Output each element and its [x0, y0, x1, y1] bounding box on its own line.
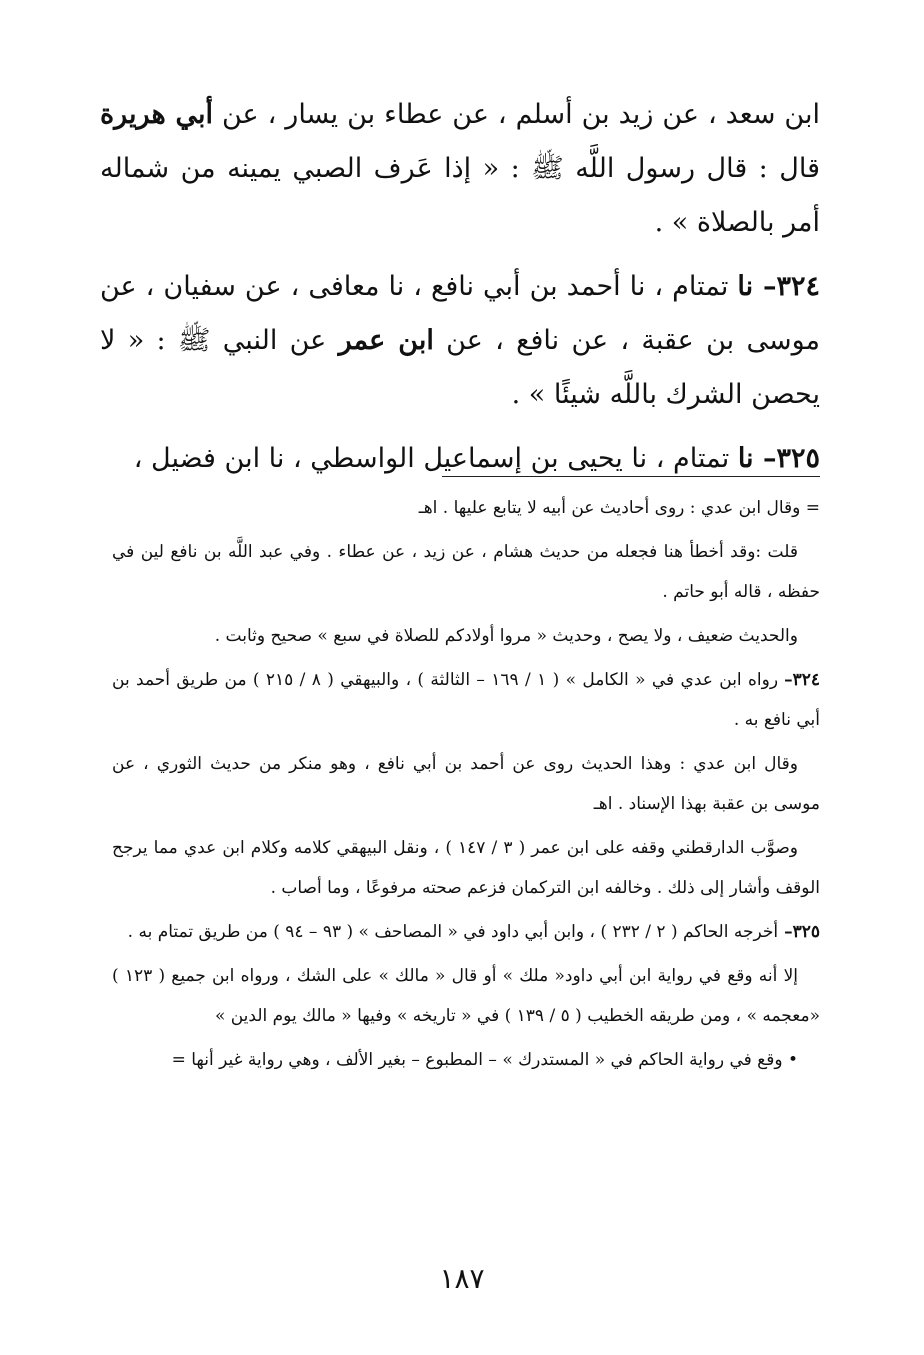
footnote-text: • وقع في رواية الحاكم في « المستدرك » – المطبوع – بغير الألف ، وهي رواية غير أنها =: [171, 1050, 798, 1070]
footnote-line: [112, 744, 820, 824]
footnote-line: [112, 616, 820, 656]
footnote-text: أخرجه الحاكم ( ٢ / ٢٣٢ ) ، وابن أبي داود في « المصاحف » ( ٩٣ – ٩٤ ) من طريق تمتام به .: [127, 922, 779, 942]
paragraph-323-continuation: [100, 88, 820, 250]
footnote-text: وصوَّب الدارقطني وقفه على ابن عمر ( ٣ / ١٤٧ ) ، ونقل البيهقي كلامه وكلام ابن عدي مما يرجح الوقف وأشار إلى ذلك . وخالفه ابن التركمان فزعم صحته مرفوعًا ، وما أصاب .: [112, 838, 820, 898]
page-number: ١٨٧: [439, 1262, 485, 1295]
footnote-text: قلت :وقد أخطأ هنا فجعله من حديث هشام ، عن زيد ، عن عطاء . وفي عبد اللَّه بن نافع لين في حفظه ، قاله أبو حاتم .: [112, 542, 820, 602]
text-segment: تمتام ، نا أحمد بن أبي نافع ، نا معافى ، عن سفيان ، عن موسى بن عقبة ، عن نافع ، عن: [100, 271, 820, 356]
text-segment: ابن سعد ، عن زيد بن أسلم ، عن عطاء بن يسار ، عن: [213, 99, 820, 130]
narrator-name-abu-hurayra: أبي هريرة: [100, 99, 213, 130]
main-text-block: [100, 88, 820, 492]
paragraph-325: [100, 432, 820, 486]
narrator-name-ibn-umar: ابن عمر: [338, 325, 434, 356]
footnote-number-324: ٣٢٤–: [784, 670, 820, 690]
footnote-line: [112, 828, 820, 908]
footnote-line: [112, 956, 820, 1036]
hadith-number-325: ٣٢٥– نا: [737, 443, 820, 474]
footnotes-block: [112, 488, 820, 1084]
footnote-number-325: ٣٢٥–: [784, 922, 820, 942]
footnote-text: والحديث ضعيف ، ولا يصح ، وحديث « مروا أولادكم للصلاة في سبع » صحيح وثابت .: [214, 626, 798, 646]
footnote-text: إلا أنه وقع في رواية ابن أبي داود« ملك » أو قال « مالك » على الشك ، ورواه ابن جميع ( ١٢٣ ) «معجمه » ، ومن طريقه الخطيب ( ٥ / ١٣٩ ) في « تاريخه » وفيها « مالك يوم الدين »: [112, 966, 820, 1026]
footnote-text: وقال ابن عدي : وهذا الحديث روى عن أحمد بن أبي نافع ، وهو منكر من حديث الثوري ، عن موسى بن عقبة بهذا الإسناد . اهـ: [112, 754, 820, 814]
hadith-number-324: ٣٢٤– نا: [737, 271, 820, 302]
footnote-divider: [442, 476, 820, 477]
footnote-line: [112, 532, 820, 612]
footnote-text: رواه ابن عدي في « الكامل » ( ١ / ١٦٩ – الثالثة ) ، والبيهقي ( ٨ / ٢١٥ ) من طريق أحمد بن أبي نافع به .: [112, 670, 820, 730]
footnote-line: [112, 1040, 820, 1080]
footnote-325: [112, 912, 820, 952]
text-segment: قال : قال رسول اللَّه ﷺ : « إذا عَرف الصبي يمينه من شماله أمر بالصلاة » .: [100, 153, 820, 238]
footnote-324: [112, 660, 820, 740]
text-segment: عن النبي ﷺ : « لا يحصن الشرك باللَّه شيئًا » .: [100, 325, 820, 410]
paragraph-324: [100, 260, 820, 422]
footnote-line: = وقال ابن عدي : روى أحاديث عن أبيه لا يتابع عليها . اهـ: [418, 498, 820, 518]
text-segment: تمتام ، نا يحيى بن إسماعيل الواسطي ، نا ابن فضيل ،: [133, 443, 738, 474]
